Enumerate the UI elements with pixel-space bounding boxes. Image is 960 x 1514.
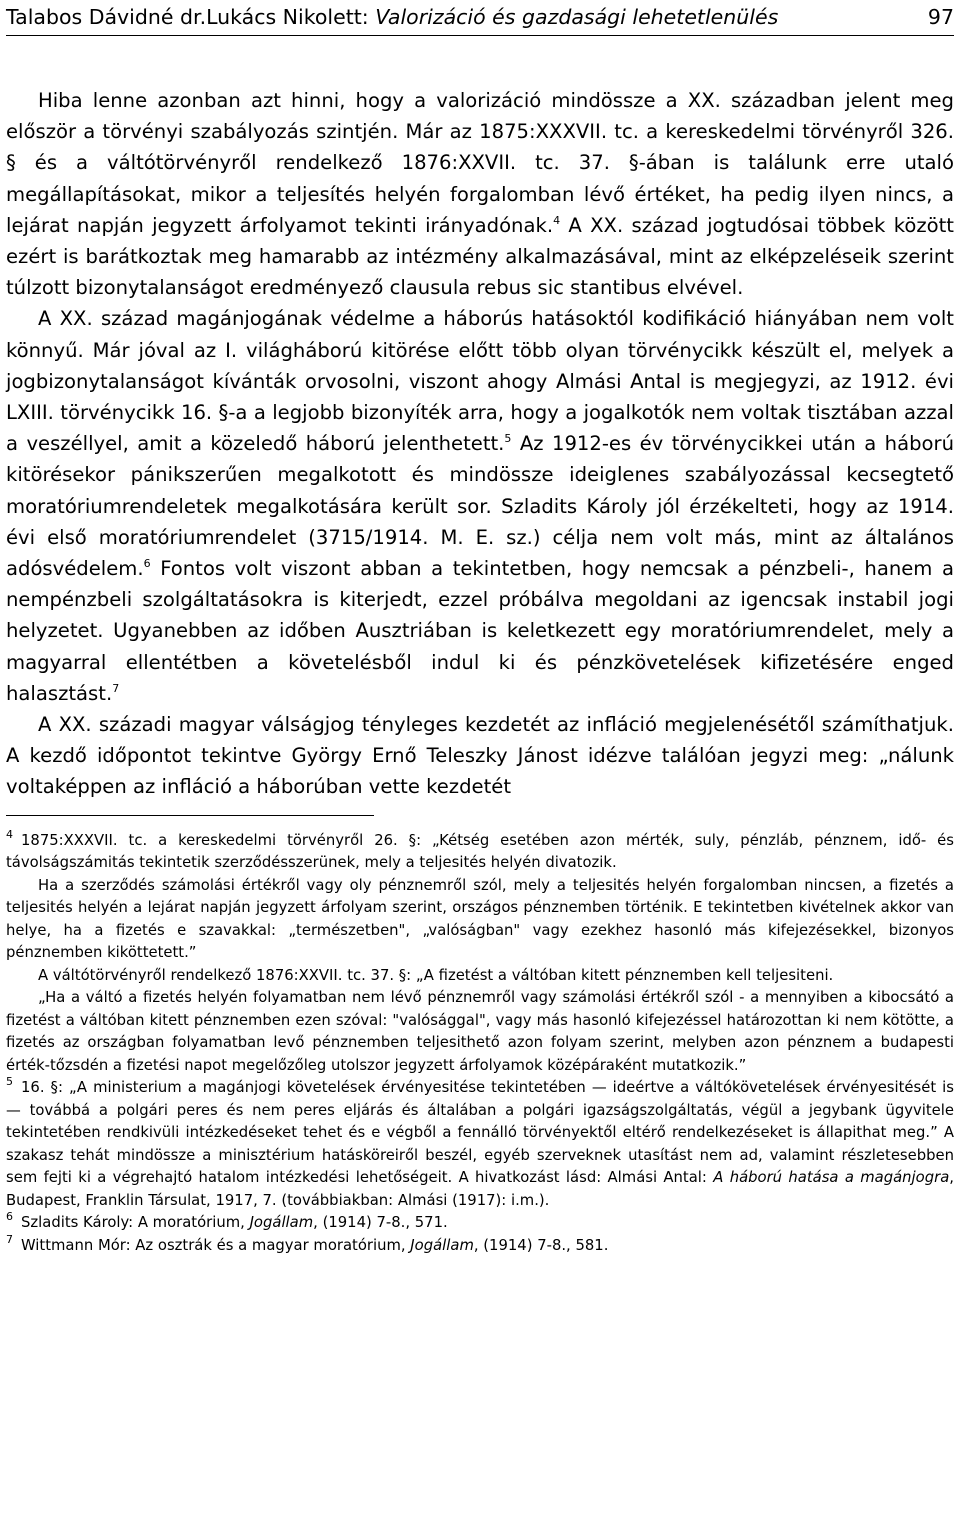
footnote-number: 5 — [6, 1075, 13, 1089]
cited-journal: Jogállam — [249, 1214, 314, 1232]
footnote-text: , (1914) 7-8., 571. — [313, 1214, 448, 1232]
paragraph-text: Fontos volt viszont abban a tekintetben, hogy nemcsak a pénzbeli-, hanem a nempénzbeli szolgáltatásokra is kiterjedt, ezzel próbálva megoldani az igencsak instabil jogi helyzetet. Ugyanebben az időben Ausztriában is keletkezett egy moratóriumrendelet, mely a magyarral ellentétben a követelésből indul ki és pénzkövetelések kifizetésére enged halasztást. — [6, 557, 954, 705]
footnote-ref[interactable]: 7 — [112, 681, 120, 695]
footnote-text: 1875:XXXVII. tc. a kereskedelmi törvényről 26. §: „Kétség esetében azon mérték, suly, pénzláb, pénznem, idő- és távolságszámitás tekintetik szerződésszerünek, mely a teljesités helyén divatozik. — [6, 831, 954, 872]
paragraph — [6, 85, 954, 303]
cited-title: A háború hatása a magánjogra — [713, 1169, 950, 1187]
footnote-number: 4 — [6, 827, 13, 841]
footnote-6 — [6, 1212, 954, 1235]
paragraph-text: Hiba lenne azonban azt hinni, hogy a valorizáció mindössze a XX. században jelent meg először a törvényi szabályozás szintjén. Már az 1875:XXXVII. tc. a kereskedelmi törvényről 326. § és a váltótörvényről rendelkező 1876:XXVII. tc. 37. §-ában is találunk erre utaló megállapításokat, mikor a teljesítés helyén forgalomban lévő értéket, ha pedig ilyen nincs, a lejárat napján jegyzett árfolyamot tekinti irányadónak. — [6, 89, 954, 237]
body-text — [6, 85, 954, 803]
paragraph-text: Az 1912-es év törvénycikkei után a háború kitörésekor pánikszerűen megalkotott és mindössze ideiglenes szabályozással kecsegtető moratóriumrendeletek megalkotására került sor. Szladits Károly jól érzékelteti, hogy az 1914. évi első moratóriumrendelet (3715/1914. M. E. sz.) célja nem volt más, mint az általános adósvédelem. — [6, 432, 955, 581]
footnote-separator — [6, 815, 374, 817]
header-article-title: Valorizáció és gazdasági lehetetlenülés — [375, 5, 779, 29]
footnote-text: , (1914) 7-8., 581. — [473, 1236, 609, 1254]
header-title — [6, 2, 778, 32]
footnote-4-paragraph: „Ha a váltó a fizetés helyén folyamatban nem lévő pénznemről vagy számolási értékről szól - a mennyiben a kibocsátó a fizetést a váltóban kitett pénznemben ezen szóval: "valósággal", vagy más hasonló kifejezéssel határozottan ki nem kötötte, a fizetés az országban folyamatban levő pénznemben teljesithető azon folyam szerint, melyben azon pénznem a budapesti érték-tőzsdén a fizetési napot megelőzőleg utolszor jegyzett árfolyamok középáraként mutatkozik.” — [6, 989, 954, 1074]
paragraph-text: A XX. század magánjogának védelme a háborús hatásoktól kodifikáció hiányában nem volt könnyű. Már jóval az I. világháború kitörése előtt több olyan törvénycikk készült el, melyek a jogbizonytalanságot kívánták orvosolni, viszont ahogy Almási Antal is megjegyzi, az 1912. évi LXIII. törvénycikk 16. §-a a legjobb bizonyíték arra, hogy a jogalkotók nem voltak tisztában azzal a veszéllyel, amit a közeledő háború jelenthetett. — [6, 307, 954, 456]
footnote-text: Szladits Károly: A moratórium, — [21, 1214, 250, 1232]
footnote-ref[interactable]: 6 — [143, 557, 151, 571]
footnote-number: 7 — [6, 1232, 13, 1246]
page-number: 97 — [927, 5, 954, 29]
footnote-text: Wittmann Mór: Az osztrák és a magyar moratórium, — [21, 1236, 411, 1254]
footnote-4 — [6, 827, 954, 875]
paragraph — [6, 709, 954, 803]
footnotes — [6, 827, 954, 1258]
footnote-4-paragraph: Ha a szerződés számolási értékről vagy oly pénznemről szól, mely a teljesités helyén forgalomban nincsen, a fizetés a teljesités helyén a lejárat napján jegyzett árfolyam szerint, országos pénznemben történik. E tekintetben kivételnek akkor van helye, ha a fizetés e szavakkal: „természetben", „valóságban" vagy ezekhez hasonló más kifejezésekkel, bizonyos pénznemben kiköttetett.” — [6, 876, 954, 962]
running-header — [6, 0, 954, 36]
footnote-4-paragraph: A váltótörvényről rendelkező 1876:XXVII. tc. 37. §: „A fizetést a váltóban kitett pénznemben kell teljesiteni. — [38, 966, 834, 984]
footnote-7 — [6, 1232, 954, 1258]
footnote-ref[interactable]: 4 — [553, 213, 561, 227]
footnote-text: 16. §: „A ministerium a magánjogi követelések érvényesitése tekintetében — ideértve a váltókövetelések érvényesitését is — továbbá a polgári peres és nem peres eljárás és általában a polgári igazságszolgáltatás, végül a jegybank ügyvitele tekintetében rendkivüli intézkedéseket tehet és e végből a fennálló törvényektől eltérő rendelkezéseket is állapithat meg.” A szakasz tehát mindössze a minisztérium hatásköreiről beszél, egyéb szerveknek utasítást nem ad, valamint részletesebben sem fejti ki a végrehajtó hatalom intézkedési lehetőségeit. A hivatkozást lásd: Almási Antal: — [6, 1079, 954, 1187]
paragraph-text: A XX. század jogtudósai többek között ezért is barátkoztak meg hamarabb az intézmény alkalmazásával, mint az elképzeléseik szerint túlzott bizonytalanságot eredményező clausula rebus sic stantibus elvével. — [6, 213, 954, 300]
footnote-5 — [6, 1077, 954, 1212]
footnote-text: , Budapest, Franklin Társulat, 1917, 7. (továbbiakban: Almási (1917): i.m.). — [6, 1169, 954, 1209]
header-authors: Talabos Dávidné dr.Lukács Nikolett: — [6, 5, 376, 29]
footnote-ref[interactable]: 5 — [504, 432, 512, 446]
cited-journal: Jogállam — [410, 1236, 474, 1254]
paragraph — [6, 303, 954, 709]
footnote-number: 6 — [6, 1210, 13, 1224]
paragraph-text: A XX. századi magyar válságjog tényleges kezdetét az infláció megjelenésétől számíthatjuk. A kezdő időpontot tekintve György Ernő Teleszky Jánost idézve találóan jegyzi meg: „nálunk voltaképpen az infláció a háborúban vette kezdetét — [6, 713, 954, 799]
